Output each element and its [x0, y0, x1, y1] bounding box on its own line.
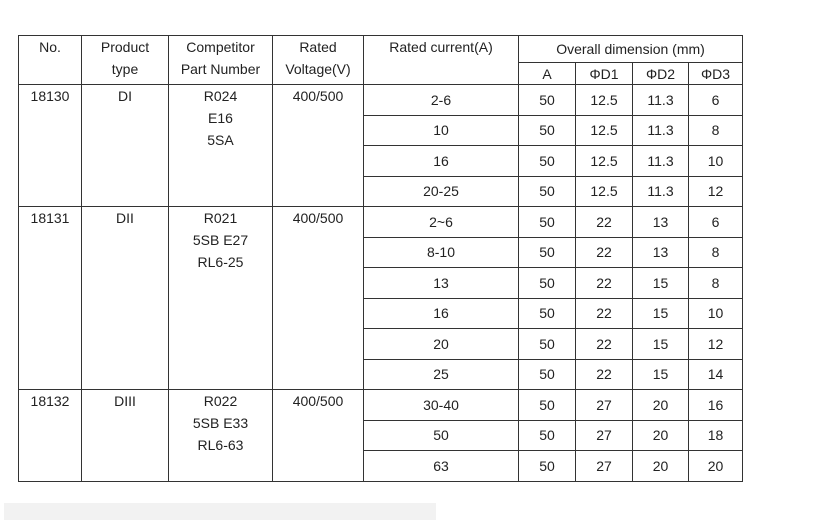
header-dim-a: A [519, 63, 576, 85]
header-rated-voltage-line1: Rated [299, 39, 337, 55]
cell-dim-d3: 16 [689, 390, 743, 421]
cell-dim-d1: 12.5 [576, 85, 633, 116]
competitor-part: RL6-25 [197, 254, 244, 270]
header-product-type [82, 36, 169, 85]
cell-rated-current: 2-6 [364, 85, 519, 116]
cell-product-type: DIII [82, 390, 169, 482]
cell-dim-a: 50 [519, 298, 576, 329]
table-header [19, 36, 743, 85]
cell-dim-d3: 8 [689, 237, 743, 268]
cell-dim-a: 50 [519, 115, 576, 146]
cell-competitor-part-number [169, 85, 273, 207]
cell-dim-a: 50 [519, 237, 576, 268]
cell-no: 18132 [19, 390, 82, 482]
cell-dim-d2: 15 [633, 329, 689, 360]
cell-dim-d2: 15 [633, 298, 689, 329]
header-competitor-line2: Part Number [180, 61, 261, 77]
header-product-type-line2: type [111, 61, 139, 77]
cell-dim-d1: 22 [576, 268, 633, 299]
cell-dim-d2: 15 [633, 359, 689, 390]
competitor-part: 5SB E27 [192, 232, 249, 248]
fuse-spec-table [18, 35, 743, 482]
cell-competitor-part-number [169, 390, 273, 482]
header-no: No. [19, 36, 82, 85]
cell-dim-a: 50 [519, 390, 576, 421]
competitor-part: RL6-63 [197, 437, 244, 453]
cell-dim-d1: 27 [576, 390, 633, 421]
table-row [19, 390, 743, 421]
cell-dim-a: 50 [519, 329, 576, 360]
table-body [19, 85, 743, 482]
competitor-part: R021 [203, 210, 238, 226]
cell-dim-d2: 20 [633, 420, 689, 451]
cell-dim-a: 50 [519, 146, 576, 177]
cell-rated-current: 10 [364, 115, 519, 146]
competitor-part: 5SB E33 [192, 415, 249, 431]
table-row [19, 207, 743, 238]
cell-dim-d2: 20 [633, 451, 689, 482]
table-row [19, 85, 743, 116]
cell-dim-d3: 12 [689, 329, 743, 360]
bottom-scroll-area [4, 503, 436, 520]
cell-dim-d3: 8 [689, 268, 743, 299]
header-dim-d1: ΦD1 [576, 63, 633, 85]
cell-dim-a: 50 [519, 176, 576, 207]
cell-rated-voltage: 400/500 [273, 85, 364, 207]
cell-rated-current: 16 [364, 298, 519, 329]
cell-competitor-part-number [169, 207, 273, 390]
cell-rated-current: 8-10 [364, 237, 519, 268]
competitor-part: R022 [203, 393, 238, 409]
cell-dim-d1: 22 [576, 298, 633, 329]
cell-rated-current: 2~6 [364, 207, 519, 238]
cell-dim-a: 50 [519, 85, 576, 116]
cell-dim-d3: 18 [689, 420, 743, 451]
cell-dim-a: 50 [519, 268, 576, 299]
cell-rated-current: 16 [364, 146, 519, 177]
cell-dim-d2: 11.3 [633, 85, 689, 116]
cell-dim-a: 50 [519, 420, 576, 451]
header-rated-voltage [273, 36, 364, 85]
header-dim-d2: ΦD2 [633, 63, 689, 85]
cell-dim-d3: 10 [689, 298, 743, 329]
cell-rated-voltage: 400/500 [273, 390, 364, 482]
header-dim-d3: ΦD3 [689, 63, 743, 85]
cell-product-type: DI [82, 85, 169, 207]
competitor-part: R024 [203, 88, 238, 104]
cell-dim-d1: 27 [576, 420, 633, 451]
cell-dim-d1: 12.5 [576, 176, 633, 207]
competitor-part: E16 [208, 110, 233, 126]
cell-dim-a: 50 [519, 359, 576, 390]
cell-dim-d3: 12 [689, 176, 743, 207]
cell-dim-d1: 12.5 [576, 115, 633, 146]
cell-rated-current: 20 [364, 329, 519, 360]
cell-dim-d1: 27 [576, 451, 633, 482]
cell-rated-current: 30-40 [364, 390, 519, 421]
cell-dim-d3: 20 [689, 451, 743, 482]
header-rated-voltage-line2: Voltage(V) [285, 61, 351, 77]
cell-rated-current: 13 [364, 268, 519, 299]
header-product-type-line1: Product [100, 39, 150, 55]
cell-dim-d2: 20 [633, 390, 689, 421]
cell-dim-d1: 22 [576, 237, 633, 268]
cell-dim-d3: 14 [689, 359, 743, 390]
header-competitor-part-number [169, 36, 273, 85]
cell-rated-current: 25 [364, 359, 519, 390]
cell-dim-a: 50 [519, 451, 576, 482]
cell-dim-d1: 22 [576, 329, 633, 360]
cell-dim-d3: 8 [689, 115, 743, 146]
cell-dim-d2: 11.3 [633, 176, 689, 207]
cell-no: 18131 [19, 207, 82, 390]
cell-dim-d2: 15 [633, 268, 689, 299]
cell-dim-a: 50 [519, 207, 576, 238]
cell-rated-current: 50 [364, 420, 519, 451]
cell-dim-d2: 13 [633, 237, 689, 268]
cell-dim-d1: 22 [576, 207, 633, 238]
cell-dim-d2: 13 [633, 207, 689, 238]
header-rated-current: Rated current(A) [364, 36, 519, 85]
cell-dim-d3: 10 [689, 146, 743, 177]
cell-dim-d1: 22 [576, 359, 633, 390]
cell-no: 18130 [19, 85, 82, 207]
cell-dim-d3: 6 [689, 207, 743, 238]
cell-dim-d2: 11.3 [633, 146, 689, 177]
competitor-part: 5SA [207, 132, 234, 148]
cell-dim-d2: 11.3 [633, 115, 689, 146]
cell-product-type: DII [82, 207, 169, 390]
cell-dim-d1: 12.5 [576, 146, 633, 177]
header-overall-dimension: Overall dimension (mm) [519, 36, 743, 63]
cell-rated-voltage: 400/500 [273, 207, 364, 390]
header-competitor-line1: Competitor [186, 39, 255, 55]
cell-dim-d3: 6 [689, 85, 743, 116]
cell-rated-current: 63 [364, 451, 519, 482]
cell-rated-current: 20-25 [364, 176, 519, 207]
